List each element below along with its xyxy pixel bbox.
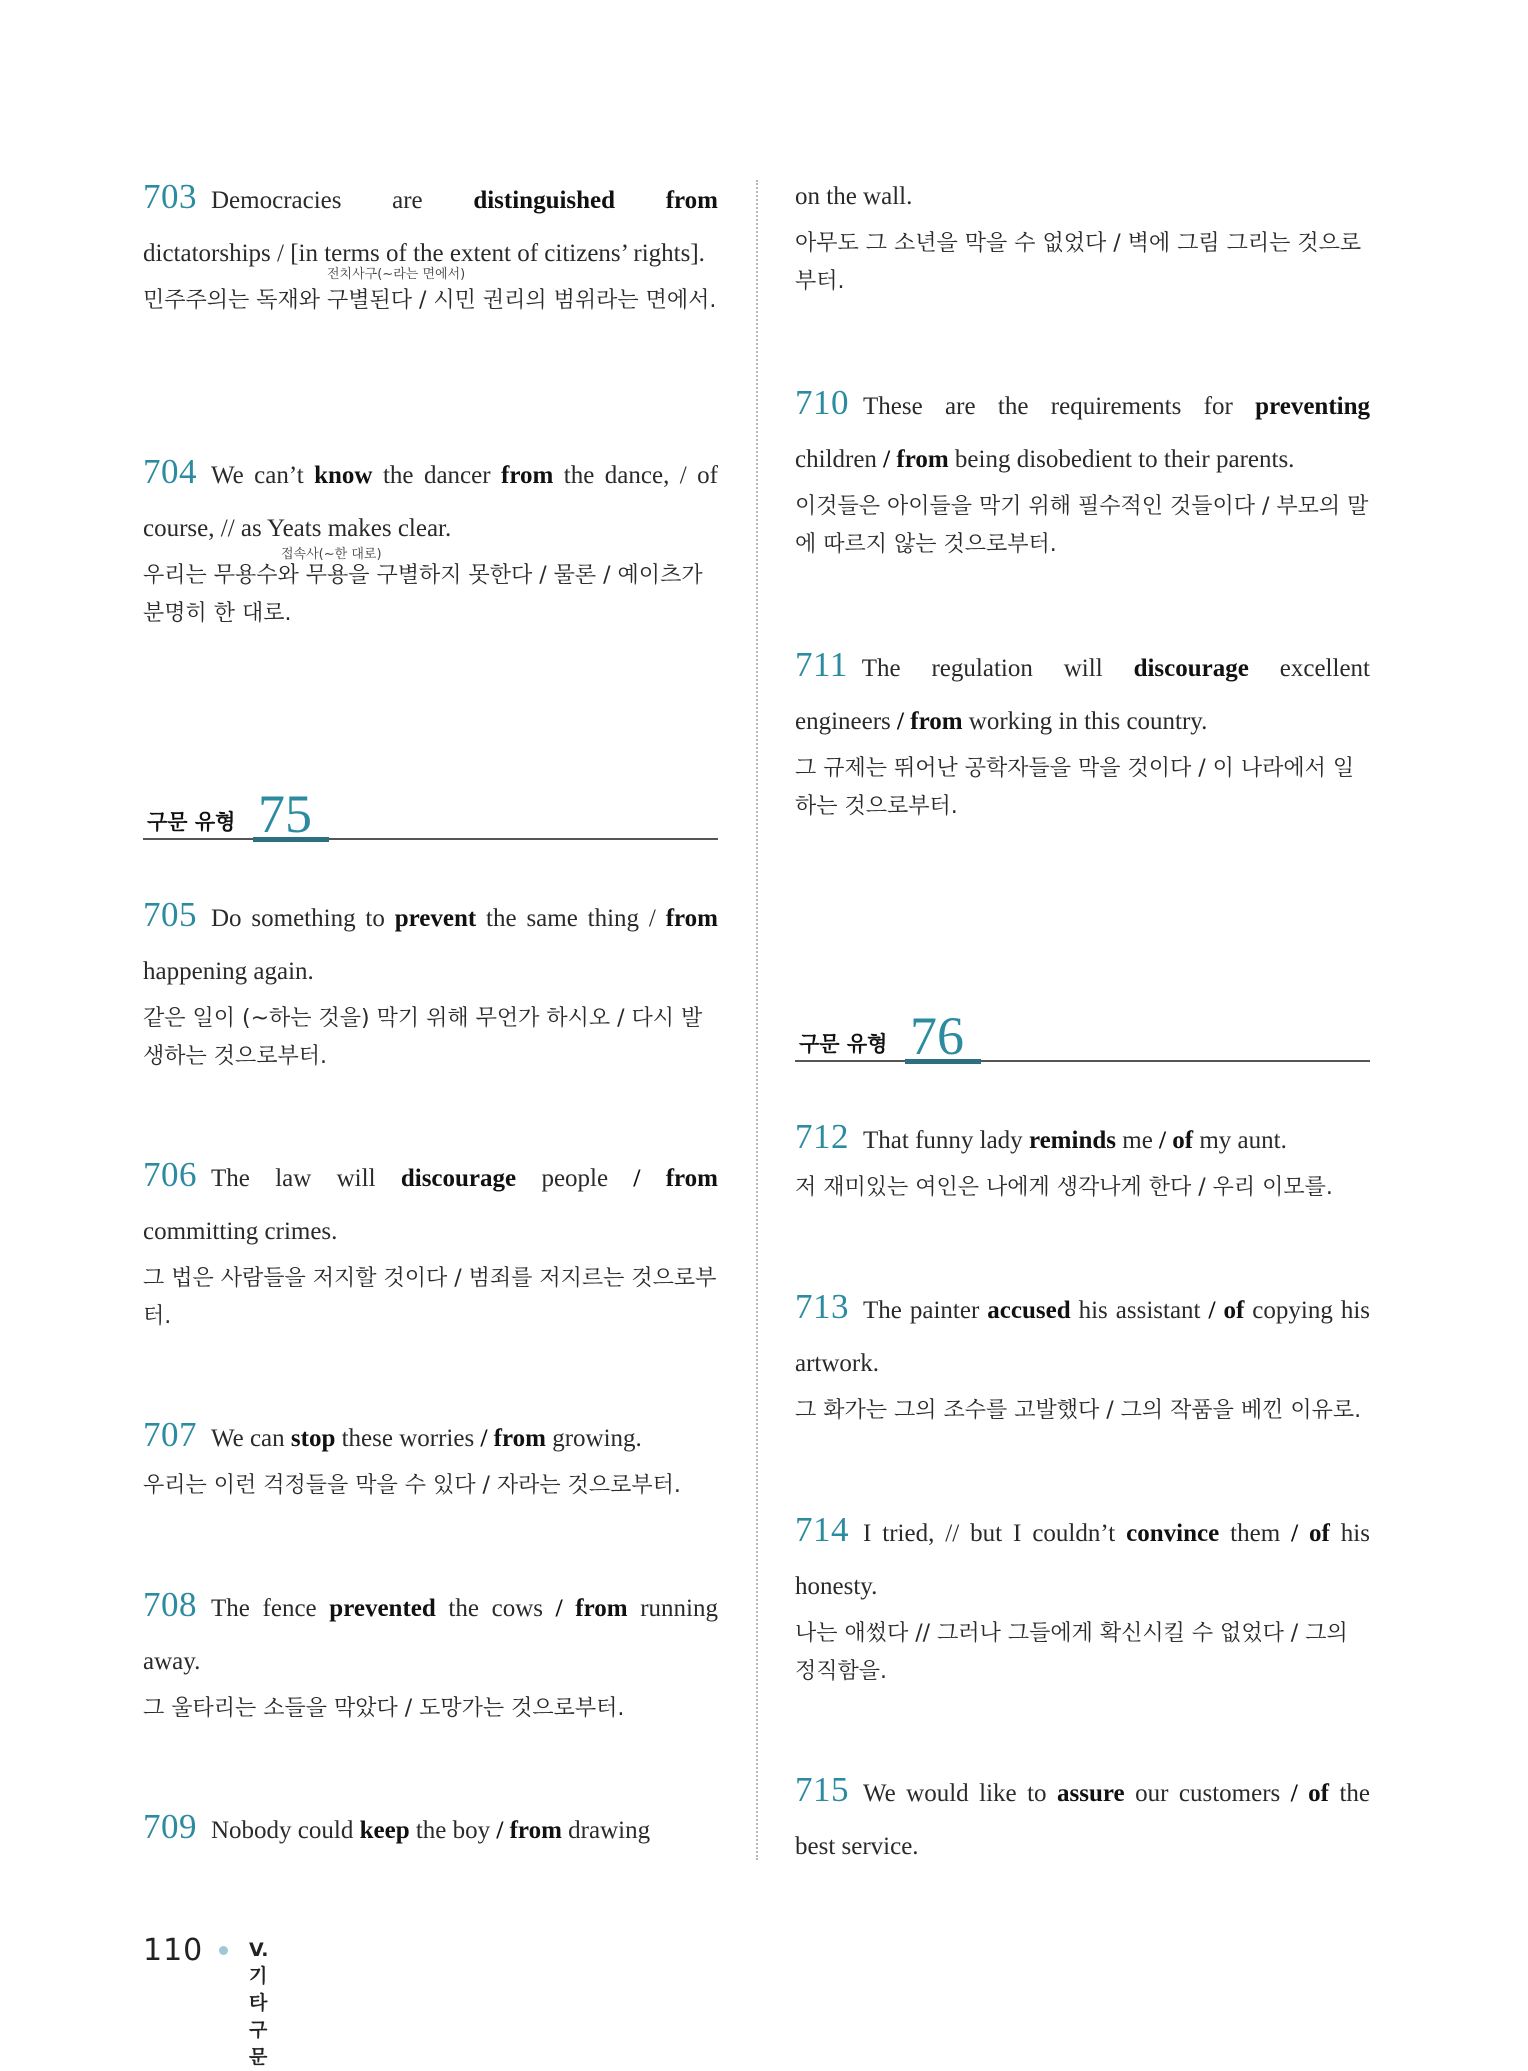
- entry-number: 707: [143, 1415, 197, 1454]
- entry-703-english: 703 Democracies are distinguished from dictatorships / [in terms of the extent of citizens’ rights].: [143, 177, 718, 267]
- entry-705-korean: 같은 일이 (~하는 것을) 막기 위해 무언가 하시오 / 다시 발생하는 것으로부터.: [143, 1006, 703, 1069]
- entry-709-english-continued: on the wall.: [795, 183, 913, 210]
- entry-709: [143, 1800, 718, 1857]
- entry-704: [143, 445, 718, 633]
- entry-709-korean: 아무도 그 소년을 막을 수 없었다 / 벽에 그림 그리는 것으로부터.: [795, 231, 1362, 294]
- entry-714-english: 714 I tried, // but I couldn’t convince them / of his honesty.: [795, 1510, 1370, 1600]
- entry-707: [143, 1408, 718, 1505]
- entry-number: 715: [795, 1770, 849, 1809]
- grammar-annotation: 전치사구(~라는 면에서): [327, 267, 466, 282]
- entry-number: 706: [143, 1155, 197, 1194]
- entry-715-english: 715 We would like to assure our customers / of the best service.: [795, 1770, 1370, 1860]
- entry-711-korean: 그 규제는 뛰어난 공학자들을 막을 것이다 / 이 나라에서 일하는 것으로부터.: [795, 756, 1355, 819]
- entry-710-korean: 이것들은 아이들을 막기 위해 필수적인 것들이다 / 부모의 말에 따르지 않는 것으로부터.: [795, 494, 1369, 557]
- entry-706-korean: 그 법은 사람들을 저지할 것이다 / 범죄를 저지르는 것으로부터.: [143, 1266, 717, 1329]
- entry-708-korean: 그 울타리는 소들을 막았다 / 도망가는 것으로부터.: [143, 1696, 625, 1721]
- section-header-75: [143, 780, 718, 844]
- entry-number: 708: [143, 1585, 197, 1624]
- bullet-dot-icon: [219, 1946, 228, 1955]
- entry-715: [795, 1763, 1370, 1873]
- page-number: 110: [143, 1933, 204, 1968]
- entry-705: [143, 888, 718, 1076]
- entry-709-english: 709 Nobody could keep the boy / from drawing: [143, 1807, 651, 1846]
- entry-709-continued: [795, 170, 1370, 301]
- entry-704-english: 704 We can’t know the dancer from the dance, / of course, // as Yeats makes clear.: [143, 452, 719, 542]
- entry-711-english: 711 The regulation will discourage excellent engineers / from working in this country.: [795, 645, 1370, 735]
- entry-712: [795, 1110, 1370, 1207]
- entry-714: [795, 1503, 1370, 1691]
- chapter-title: V. 기타 구문: [249, 1939, 269, 2068]
- entry-703: [143, 170, 718, 320]
- entry-number: 703: [143, 177, 197, 216]
- entry-712-korean: 저 재미있는 여인은 나에게 생각나게 한다 / 우리 이모를.: [795, 1175, 1333, 1200]
- entry-number: 704: [143, 452, 197, 491]
- entry-number: 710: [795, 383, 849, 422]
- entry-number: 711: [795, 645, 848, 684]
- entry-707-korean: 우리는 이런 걱정들을 막을 수 있다 / 자라는 것으로부터.: [143, 1473, 681, 1498]
- section-number: 75: [258, 784, 312, 844]
- entry-712-english: 712 That funny lady reminds me / of my aunt.: [795, 1117, 1287, 1156]
- entry-number: 709: [143, 1807, 197, 1846]
- entry-number: 714: [795, 1510, 849, 1549]
- entry-713-korean: 그 화가는 그의 조수를 고발했다 / 그의 작품을 베낀 이유로.: [795, 1398, 1362, 1423]
- entry-714-korean: 나는 애썼다 // 그러나 그들에게 확신시킬 수 없었다 / 그의 정직함을.: [795, 1621, 1348, 1684]
- entry-706: [143, 1148, 718, 1336]
- entry-number: 712: [795, 1117, 849, 1156]
- entry-708-english: 708 The fence prevented the cows / from running away.: [143, 1585, 719, 1675]
- entry-number: 705: [143, 895, 197, 934]
- entry-710: [795, 376, 1370, 564]
- grammar-annotation: 접속사(~한 대로): [281, 547, 382, 562]
- column-divider: [756, 180, 758, 1860]
- entry-713-english: 713 The painter accused his assistant / of copying his artwork.: [795, 1287, 1370, 1377]
- entry-number: 713: [795, 1287, 849, 1326]
- entry-703-korean: 민주주의는 독재와 구별된다 / 시민 권리의 범위라는 면에서.: [143, 288, 717, 313]
- entry-713: [795, 1280, 1370, 1430]
- entry-707-english: 707 We can stop these worries / from growing.: [143, 1415, 642, 1454]
- entry-708: [143, 1578, 718, 1728]
- entry-704-korean: 우리는 무용수와 무용을 구별하지 못한다 / 물론 / 예이츠가 분명히 한 대로.: [143, 563, 703, 626]
- entry-705-english: 705 Do something to prevent the same thing / from happening again.: [143, 895, 718, 985]
- entry-711: [795, 638, 1370, 826]
- entry-706-english: 706 The law will discourage people / from committing crimes.: [143, 1155, 718, 1245]
- section-header-76: [795, 1002, 1370, 1066]
- entry-710-english: 710 These are the requirements for preventing children / from being disobedient to their parents.: [795, 383, 1370, 473]
- section-label: 구문 유형: [799, 1032, 888, 1056]
- section-label: 구문 유형: [147, 810, 236, 834]
- section-number: 76: [910, 1006, 964, 1066]
